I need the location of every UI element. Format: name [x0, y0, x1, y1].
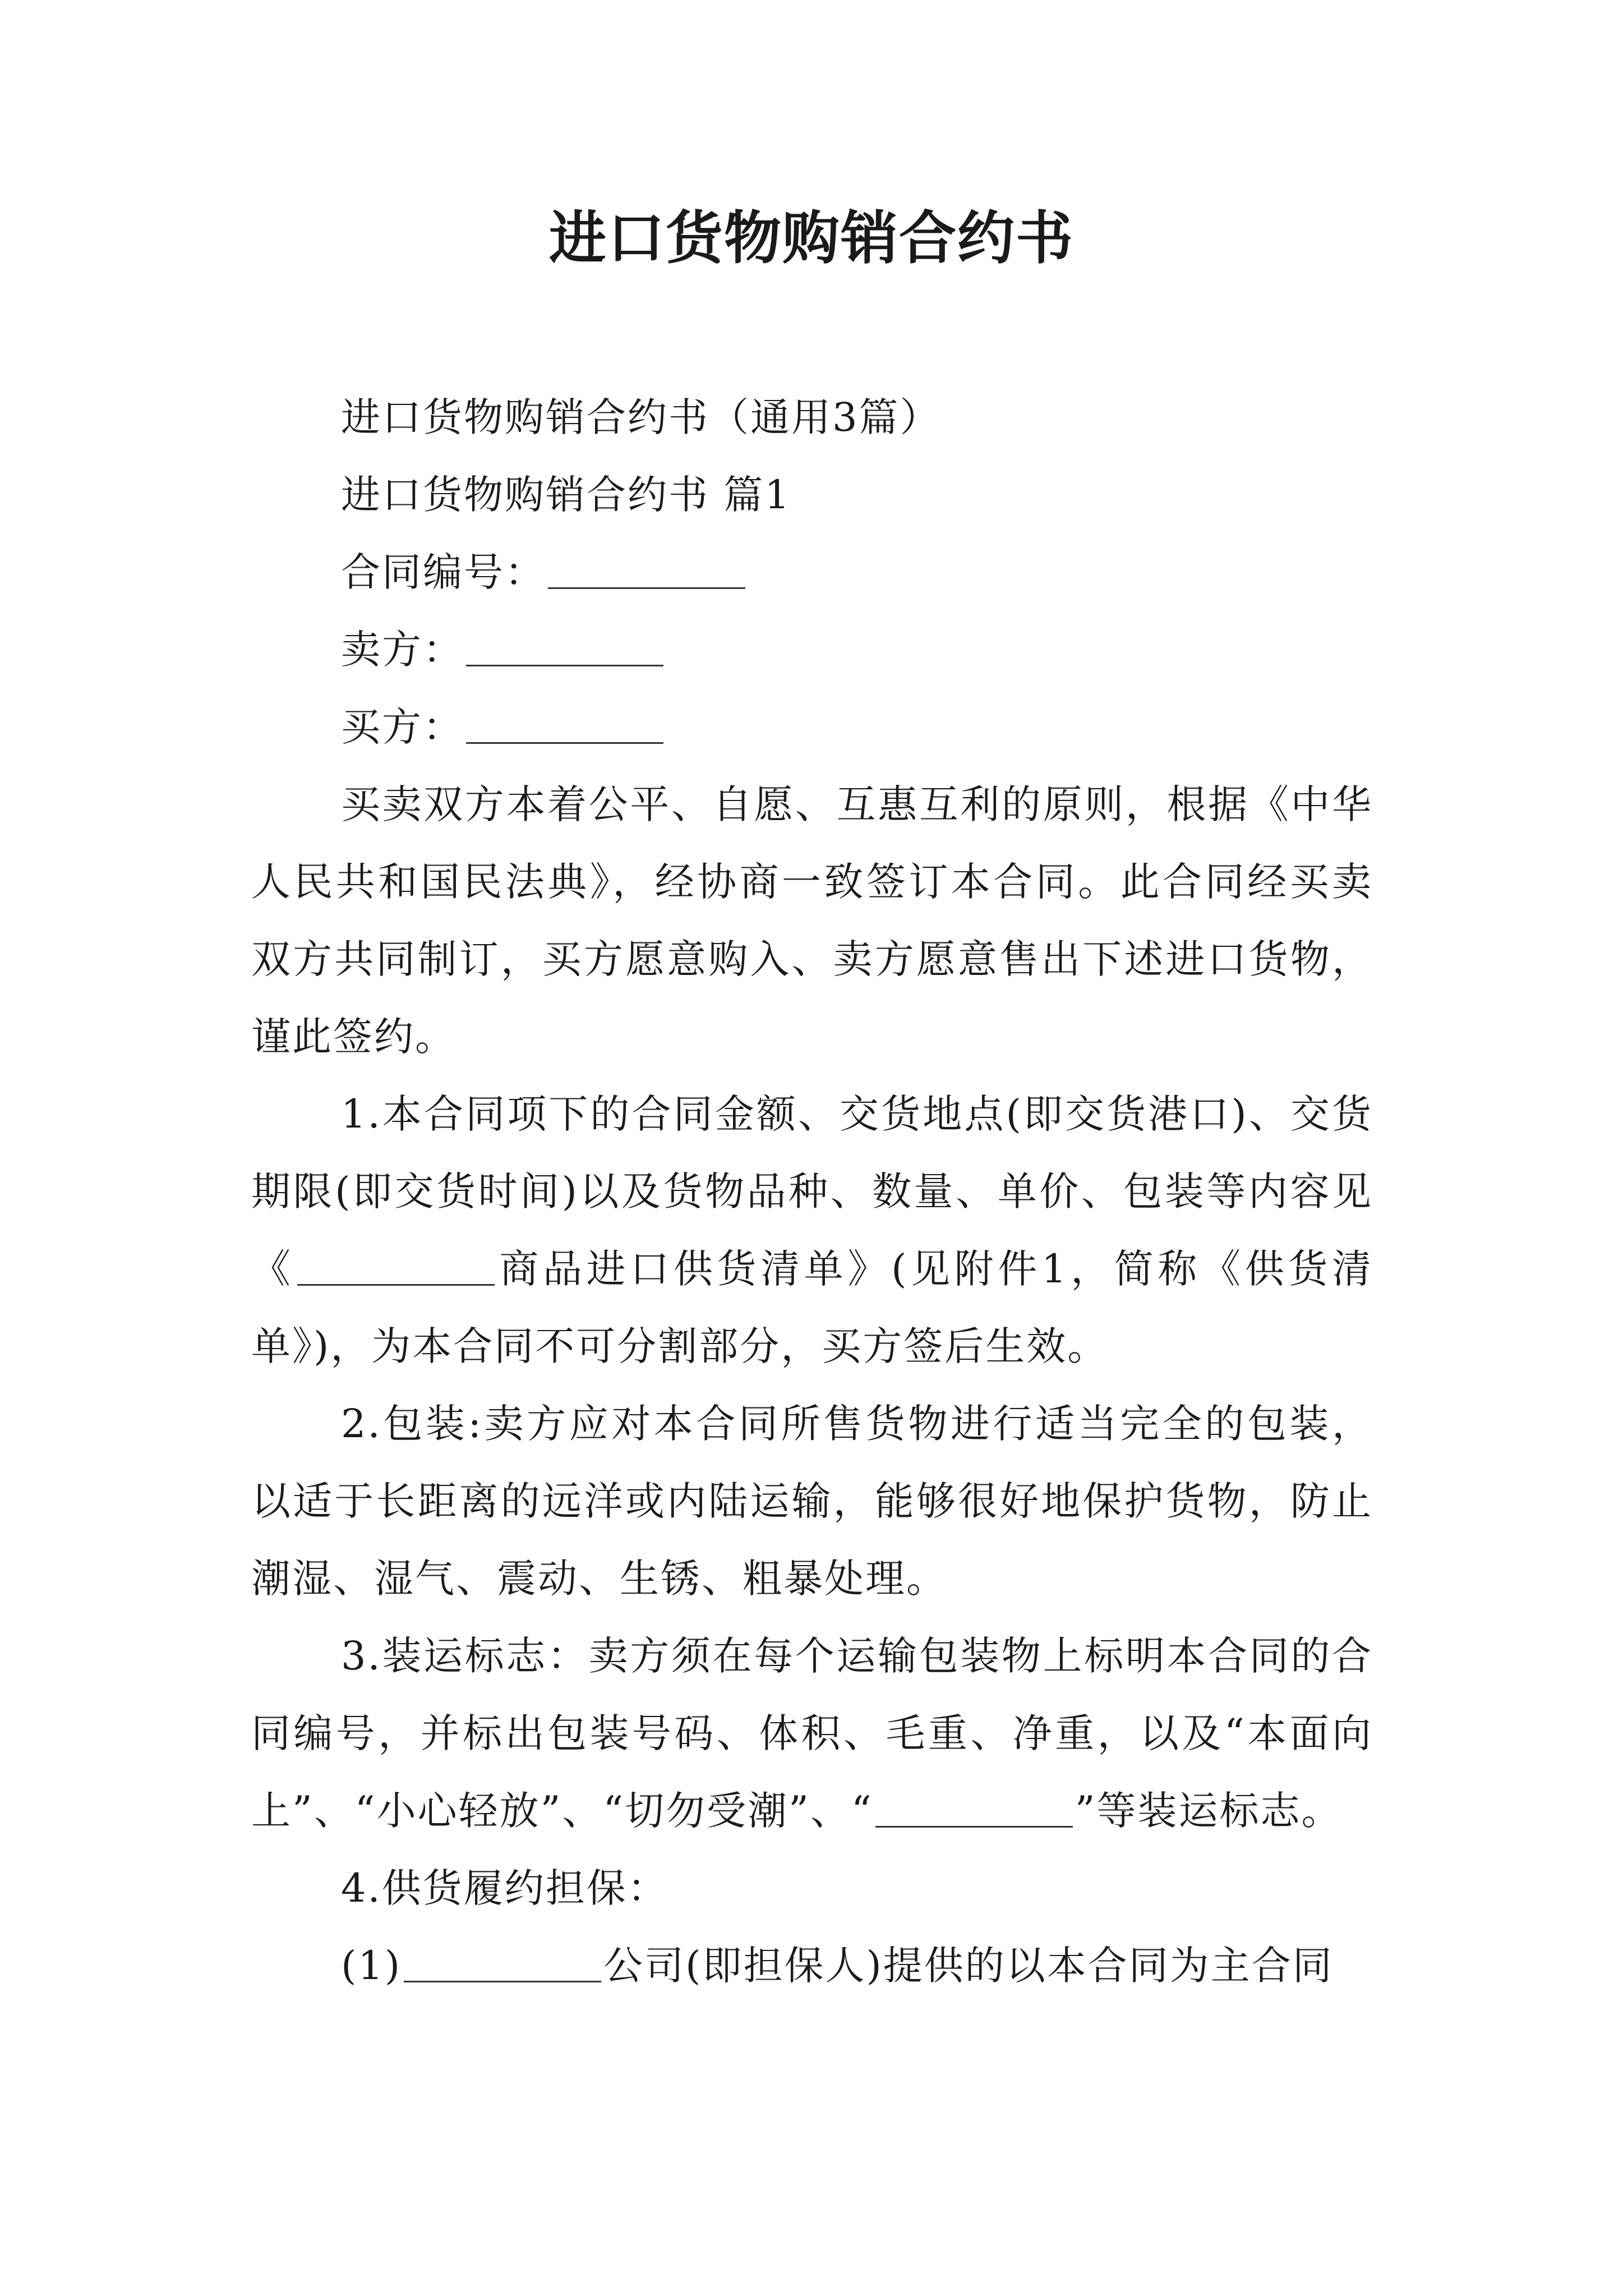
paragraph-contract-number — [251, 533, 1373, 611]
paragraph-clause-4-1 — [251, 1927, 1373, 2004]
paragraph-text: 4.供货履约担保： — [341, 1865, 668, 1911]
paragraph-text: 进口货物购销合约书（通用3篇） — [341, 394, 941, 440]
field-label: 买方： — [341, 704, 464, 750]
paragraph-text: (1) — [341, 1943, 402, 1989]
paragraph-section-heading — [251, 456, 1373, 533]
paragraph-clause-4 — [251, 1849, 1373, 1927]
paragraph-clause-1 — [251, 1075, 1373, 1385]
paragraph-text: 1.本合同项下的合同金额、交货地点(即交货港口)、交货期限(即交货时间)以及货物品种、数量、单价、包装等内容见《 — [251, 1091, 1373, 1292]
clause-1-blank — [297, 1245, 495, 1286]
field-label: 合同编号： — [341, 549, 546, 595]
clause-3-blank — [875, 1787, 1073, 1828]
paragraph-text: 进口货物购销合约书 篇1 — [341, 472, 791, 518]
paragraph-clause-3 — [251, 1617, 1373, 1849]
clause-4-1-blank — [404, 1941, 601, 1982]
paragraph-text: 买卖双方本着公平、自愿、互惠互利的原则，根据《中华人民共和国民法典》，经协商一致签订本合同。此合同经买卖双方共同制订，买方愿意购入、卖方愿意售出下述进口货物，谨此签约。 — [251, 781, 1373, 1060]
paragraph-subtitle — [251, 379, 1373, 456]
contract-number-blank — [548, 548, 745, 589]
paragraph-text: ”等装运标志。 — [1075, 1788, 1343, 1834]
field-label: 卖方： — [341, 627, 464, 673]
paragraph-text: 2.包装:卖方应对本合同所售货物进行适当完全的包装，以适于长距离的远洋或内陆运输，能够很好地保护货物，防止潮湿、湿气、震动、生锈、粗暴处理。 — [251, 1401, 1373, 1602]
paragraph-clause-2 — [251, 1385, 1373, 1617]
paragraph-seller — [251, 611, 1373, 688]
paragraph-preamble — [251, 766, 1373, 1075]
paragraph-text: 公司(即担保人)提供的以本合同为主合同 — [603, 1943, 1334, 1989]
paragraph-text: 商品进口供货清单》(见附件1，简称《供货清单》)，为本合同不可分割部分，买方签后生效。 — [251, 1246, 1373, 1369]
seller-blank — [466, 625, 663, 666]
document-body — [251, 379, 1373, 2004]
paragraph-text: 3.装运标志：卖方须在每个运输包装物上标明本合同的合同编号，并标出包装号码、体积、毛重、净重，以及“本面向上”、“小心轻放”、“切勿受潮”、“ — [251, 1633, 1373, 1834]
paragraph-buyer — [251, 688, 1373, 766]
buyer-blank — [466, 703, 663, 744]
document-title: 进口货物购销合约书 — [549, 205, 1074, 272]
